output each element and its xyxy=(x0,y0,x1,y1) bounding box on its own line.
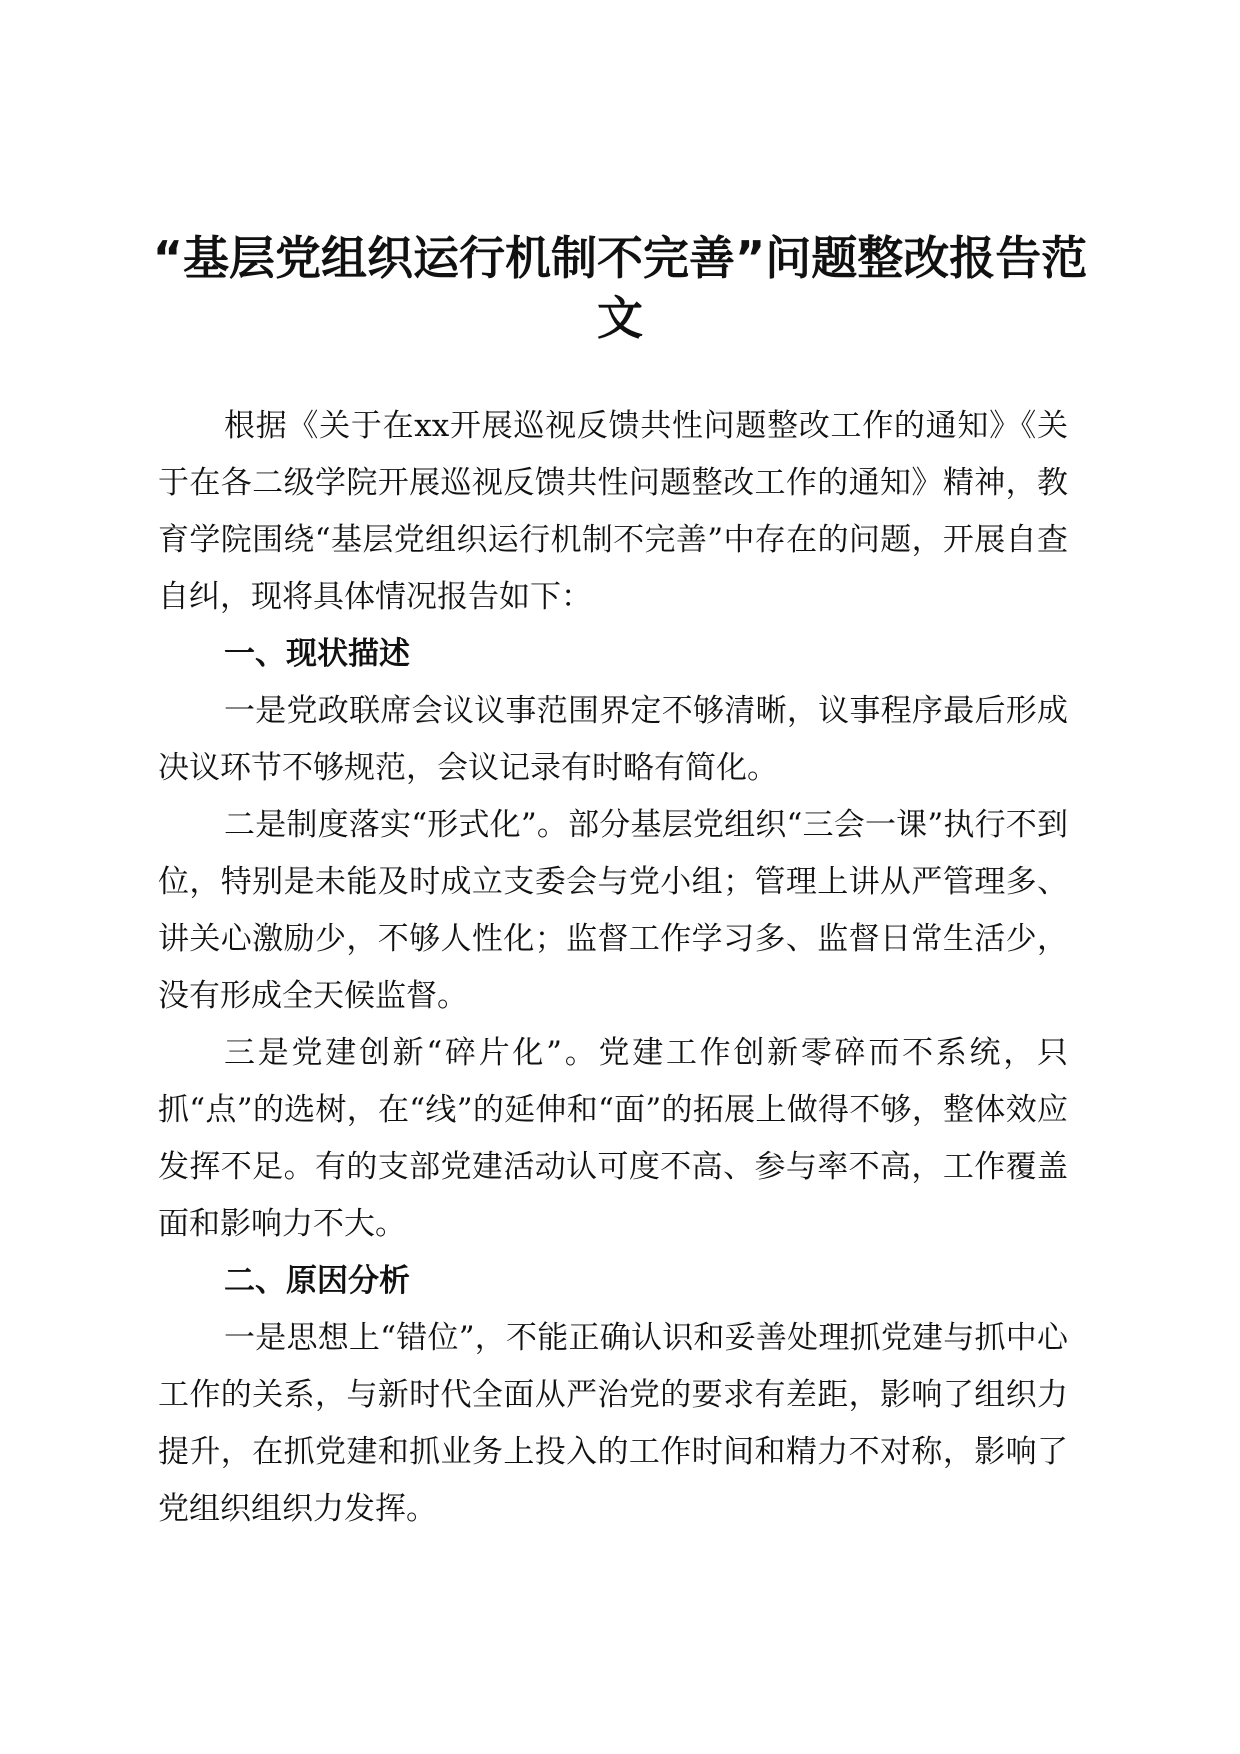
cause-paragraph-1: 一是思想上“错位”，不能正确认识和妥善处理抓党建与抓中心工作的关系，与新时代全面从严治党的要求有差距，影响了组织力提升，在抓党建和抓业务上投入的工作时间和精力不对称，影响了党组织组织力发挥。 xyxy=(158,1320,1068,1527)
document-body xyxy=(158,398,1068,1538)
section-heading-causes: 二、原因分析 xyxy=(224,1263,410,1299)
section-heading-status: 一、现状描述 xyxy=(224,636,410,672)
document-title: “基层党组织运行机制不完善”问题整改报告范文 xyxy=(152,231,1088,345)
status-paragraph-3: 三是党建创新“碎片化”。党建工作创新零碎而不系统，只抓“点”的选树，在“线”的延伸和“面”的拓展上做得不够，整体效应发挥不足。有的支部党建活动认可度不高、参与率不高，工作覆盖面和影响力不大。 xyxy=(158,1035,1068,1242)
status-paragraph-2: 二是制度落实“形式化”。部分基层党组织“三会一课”执行不到位，特别是未能及时成立支委会与党小组；管理上讲从严管理多、讲关心激励少，不够人性化；监督工作学习多、监督日常生活少，没有形成全天候监督。 xyxy=(158,807,1068,1014)
intro-paragraph: 根据《关于在xx开展巡视反馈共性问题整改工作的通知》《关于在各二级学院开展巡视反馈共性问题整改工作的通知》精神，教育学院围绕“基层党组织运行机制不完善”中存在的问题，开展自查自纠，现将具体情况报告如下： xyxy=(158,408,1068,615)
status-paragraph-1: 一是党政联席会议议事范围界定不够清晰，议事程序最后形成决议环节不够规范，会议记录有时略有简化。 xyxy=(158,693,1068,786)
